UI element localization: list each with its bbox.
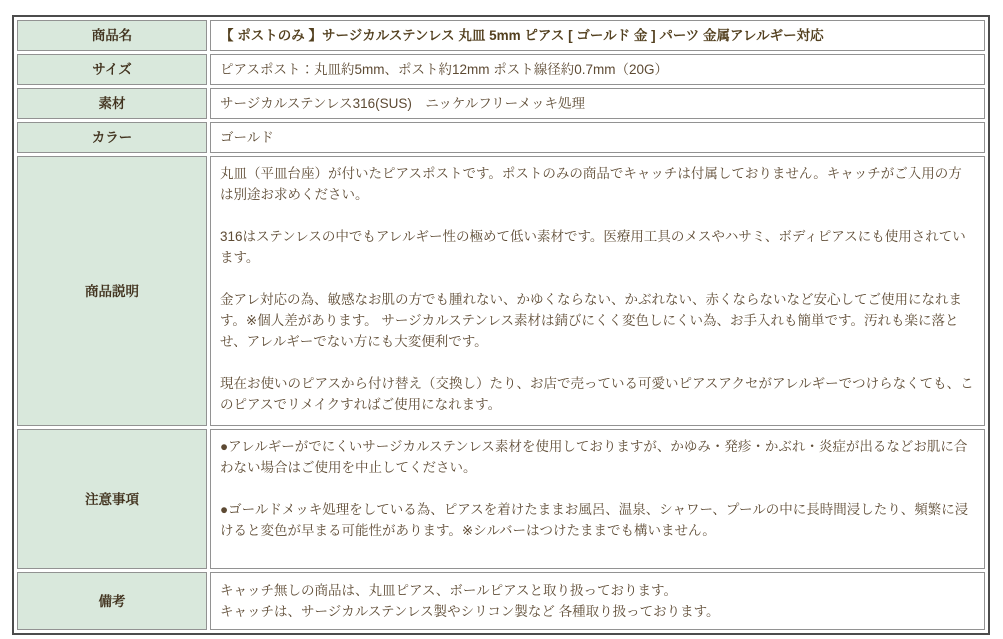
table-row-notes [17, 429, 985, 569]
description-paragraph-1: 丸皿（平皿台座）が付いたピアスポストです。ポストのみの商品でキャッチは付属しておりません。キャッチがご入用の方は別途お求めください。 [220, 166, 962, 202]
cell-color: ゴールド [210, 122, 985, 153]
table-row-description [17, 156, 985, 426]
remarks-line-1: キャッチ無しの商品は、丸皿ピアス、ボールピアスと取り扱っております。 [220, 583, 677, 598]
description-paragraph-3: 金アレ対応の為、敏感なお肌の方でも腫れない、かゆくならない、かぶれない、赤くならないなど安心してご使用になれます。※個人差があります。 サージカルステンレス素材は錆びにくく変色しにくい為、お手入れも簡単です。汚れも楽に落とせ、アレルギーでない方にも大変便利です。 [220, 292, 962, 349]
row-label-product-name: 商品名 [17, 20, 207, 51]
notes-paragraph-2: ●ゴールドメッキ処理をしている為、ピアスを着けたままお風呂、温泉、シャワー、プールの中に長時間浸したり、頻繁に浸けると変色が早まる可能性があります。※シルバーはつけたままでも構いません。 [220, 502, 969, 538]
table-row-size [17, 54, 985, 85]
description-paragraph-2: 316はステンレスの中でもアレルギー性の極めて低い素材です。医療用工具のメスやハサミ、ボディピアスにも使用されています。 [220, 229, 966, 265]
row-label-notes: 注意事項 [17, 429, 207, 569]
row-label-color: カラー [17, 122, 207, 153]
row-label-size: サイズ [17, 54, 207, 85]
notes-paragraph-1: ●アレルギーがでにくいサージカルステンレス素材を使用しておりますが、かゆみ・発疹・かぶれ・炎症が出るなどお肌に合わない場合はご使用を中止してください。 [220, 439, 968, 475]
remarks-line-2: キャッチは、サージカルステンレス製やシリコン製など 各種取り扱っております。 [220, 604, 720, 619]
cell-size: ピアスポスト：丸皿約5mm、ポスト約12mm ポスト線径約0.7mm（20G） [210, 54, 985, 85]
product-spec-table [12, 15, 990, 635]
cell-product-name: 【 ポストのみ 】サージカルステンレス 丸皿 5mm ピアス [ ゴールド 金 ] パーツ 金属アレルギー対応 [210, 20, 985, 51]
row-label-description: 商品説明 [17, 156, 207, 426]
table-row-remarks [17, 572, 985, 630]
cell-material: サージカルステンレス316(SUS) ニッケルフリーメッキ処理 [210, 88, 985, 119]
cell-notes [210, 429, 985, 569]
row-label-material: 素材 [17, 88, 207, 119]
cell-remarks [210, 572, 985, 630]
table-row-color [17, 122, 985, 153]
row-label-remarks: 備考 [17, 572, 207, 630]
cell-description [210, 156, 985, 426]
description-paragraph-4: 現在お使いのピアスから付け替え（交換し）たり、お店で売っている可愛いピアスアクセがアレルギーでつけらなくても、このピアスでリメイクすればご使用になれます。 [220, 376, 974, 412]
table-row-product-name [17, 20, 985, 51]
table-row-material [17, 88, 985, 119]
